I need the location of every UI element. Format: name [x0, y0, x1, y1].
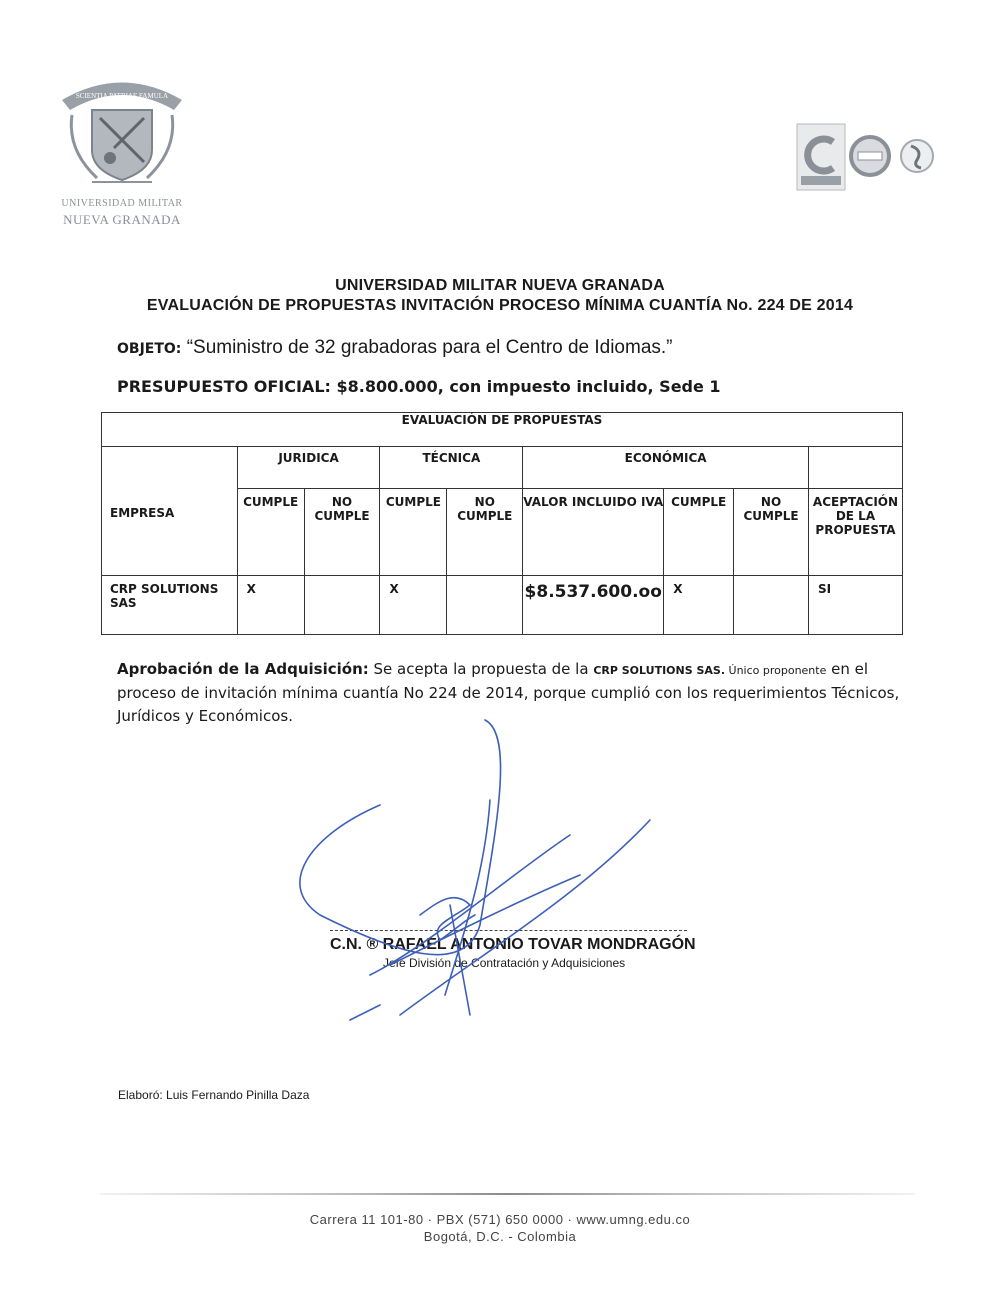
economica-no-cumple-header: NO CUMPLE — [734, 489, 809, 576]
row-valor: $8.537.600.oo — [523, 576, 664, 635]
objeto-text: “Suministro de 32 grabadoras para el Centro de Idiomas.” — [186, 337, 673, 358]
signature-scribble-icon — [280, 715, 680, 1025]
row-economica-no-cumple — [734, 576, 809, 635]
aprobacion-label: Aprobación de la Adquisición: — [117, 660, 369, 678]
row-juridica-no-cumple — [304, 576, 380, 635]
group-tecnica: TÉCNICA — [380, 447, 523, 489]
juridica-no-cumple-header: NO CUMPLE — [304, 489, 380, 576]
university-crest-icon — [52, 70, 192, 195]
signer-name: C.N. ® RAFAEL ANTONIO TOVAR MONDRAGÓN — [330, 936, 696, 953]
signer-role: Jefe División de Contratación y Adquisiciones — [383, 956, 626, 970]
tecnica-no-cumple-header: NO CUMPLE — [447, 489, 523, 576]
row-tecnica-no-cumple — [447, 576, 523, 635]
evaluation-table — [101, 412, 903, 635]
table-caption: EVALUACIÓN DE PROPUESTAS — [102, 413, 903, 447]
objeto-label: OBJETO: — [117, 341, 182, 357]
logo-motto: SCIENTIA PATRIAE FAMULA — [75, 92, 169, 100]
juridica-cumple-header: CUMPLE — [237, 489, 304, 576]
aceptacion-header: ACEPTACIÓN DE LA PROPUESTA — [808, 489, 902, 576]
aprobacion-text3: en el proceso de invitación mínima cuantía No 224 de 2014, porque cumplió con los requerimientos Técnicos, Jurídicos y Económicos. — [117, 660, 900, 725]
row-empresa: CRP SOLUTIONS SAS — [102, 576, 238, 635]
footer-divider — [100, 1193, 915, 1195]
aprobacion-text2: Único proponente — [725, 664, 827, 677]
group-juridica: JURIDICA — [237, 447, 380, 489]
certification-seals-icon — [795, 120, 945, 200]
empresa-header: EMPRESA — [102, 447, 238, 576]
row-aceptacion: SI — [808, 576, 902, 635]
row-economica-cumple: X — [664, 576, 734, 635]
logo-university-line2: NUEVA GRANADA — [63, 212, 181, 227]
economica-cumple-header: CUMPLE — [664, 489, 734, 576]
tecnica-cumple-header: CUMPLE — [380, 489, 447, 576]
logo-university-line1: UNIVERSIDAD MILITAR — [61, 198, 183, 209]
group-economica: ECONÓMICA — [523, 447, 809, 489]
row-tecnica-cumple: X — [380, 576, 447, 635]
footer-city: Bogotá, D.C. - Colombia — [423, 1229, 577, 1244]
certification-logos — [795, 120, 945, 200]
valor-header: VALOR INCLUIDO IVA — [523, 489, 664, 576]
document-title-line1: UNIVERSIDAD MILITAR NUEVA GRANADA — [335, 277, 665, 294]
document-title-line2: EVALUACIÓN DE PROPUESTAS INVITACIÓN PROCESO MÍNIMA CUANTÍA No. 224 DE 2014 — [146, 297, 854, 314]
footer-address: Carrera 11 101-80 · PBX (571) 650 0000 · www.umng.edu.co — [309, 1212, 691, 1227]
handwritten-signature — [280, 715, 680, 1025]
objeto-line — [117, 337, 673, 359]
row-juridica-cumple: X — [237, 576, 304, 635]
presupuesto-oficial: PRESUPUESTO OFICIAL: $8.800.000, con impuesto incluido, Sede 1 — [117, 377, 721, 396]
group-empty-cell — [808, 447, 902, 489]
aprobacion-text1: Se acepta la propuesta de la — [368, 660, 594, 678]
elaboro-line: Elaboró: Luis Fernando Pinilla Daza — [118, 1088, 310, 1102]
aprobacion-company: CRP SOLUTIONS SAS. — [593, 664, 726, 677]
university-logo — [52, 70, 192, 235]
table-row — [102, 576, 903, 635]
